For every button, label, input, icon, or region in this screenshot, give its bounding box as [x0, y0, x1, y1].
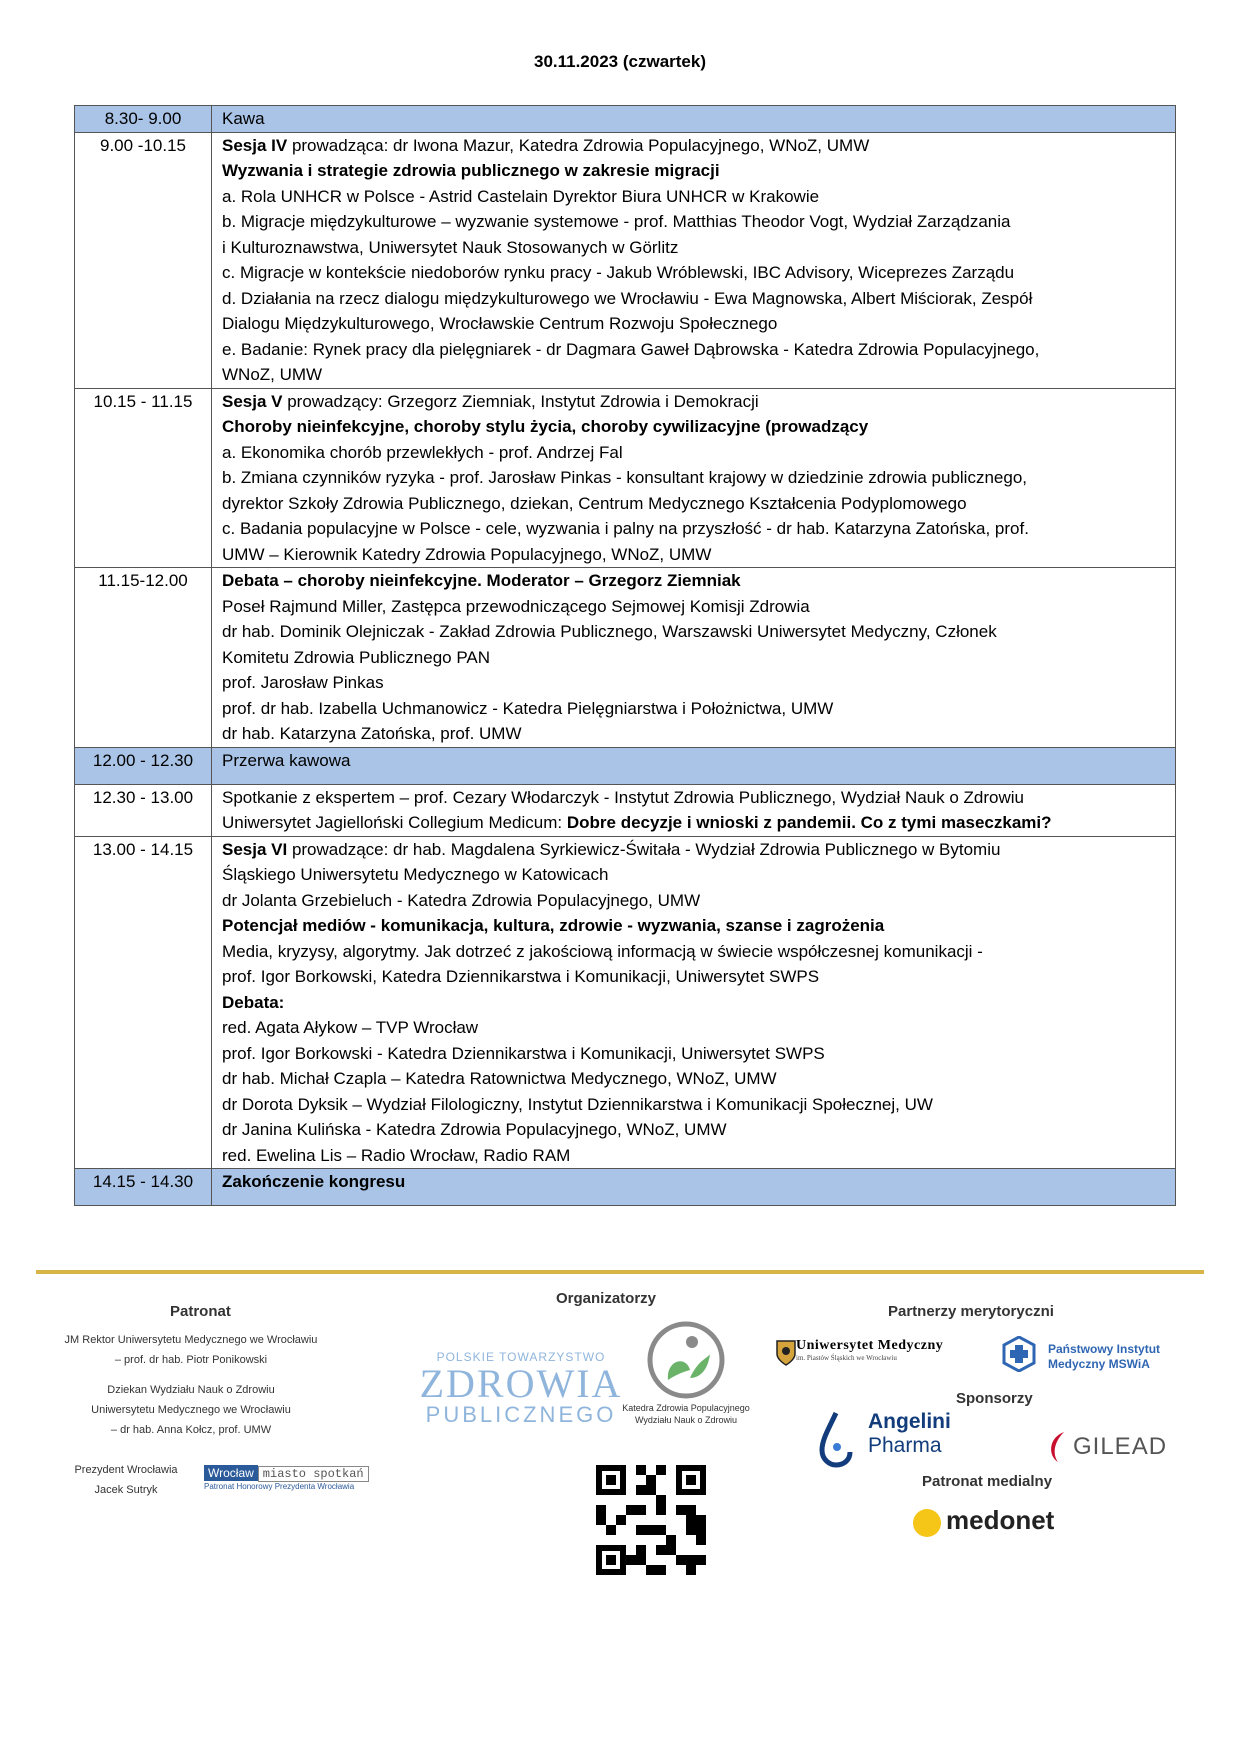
line: red. Ewelina Lis – Radio Wrocław, Radio RAM — [222, 1145, 571, 1165]
line: Śląskiego Uniwersytetu Medycznego w Katowicach — [222, 865, 609, 884]
content-cell — [212, 836, 1176, 1169]
kzp-line: Wydziału Nauk o Zdrowiu — [635, 1415, 737, 1425]
line: WNoZ, UMW — [222, 365, 323, 384]
content-cell — [212, 784, 1176, 836]
qr-code-icon — [596, 1465, 706, 1575]
session-topic: Potencjał mediów - komunikacja, kultura, zdrowie - wyzwania, szanse i zagrożenia — [222, 916, 885, 935]
line: Zakończenie kongresu — [222, 1172, 406, 1191]
organizers-title: Organizatorzy — [556, 1290, 657, 1307]
psi-logo-line: Państwowy Instytut — [1048, 1342, 1161, 1356]
line: dr Dorota Dyksik – Wydział Filologiczny, Instytut Dziennikarstwa i Komunikacji Społecznej, UW — [222, 1094, 933, 1114]
angelini-logo — [868, 1410, 951, 1458]
line: Media, kryzysy, algorytmy. Jak dotrzeć z jakościową informacją w świecie współczesnej komunikacji - — [222, 941, 983, 961]
line: Kawa — [222, 109, 265, 128]
time-cell: 13.00 - 14.15 — [75, 836, 212, 1169]
wroclaw-logo — [204, 1464, 369, 1491]
ptz-logo-line: PUBLICZNEGO — [425, 1402, 617, 1427]
line: Spotkanie z ekspertem – prof. Cezary Włodarczyk - Instytut Zdrowia Publicznego, Wydział Nauk o Zdrowiu — [222, 787, 1024, 807]
sponsors-footer — [36, 1270, 1204, 1600]
line: dyrektor Szkoły Zdrowia Publicznego, dziekan, Centrum Medycznego Kształcenia Podyplomowego — [222, 493, 967, 513]
agenda-row — [75, 132, 1176, 388]
angelini-name: Angelini — [868, 1410, 951, 1433]
agenda-row — [75, 568, 1176, 748]
session-topic: Debata – choroby nieinfekcyjne. Moderator – Grzegorz Ziemniak — [222, 571, 741, 590]
agenda-row — [75, 747, 1176, 784]
angelini-drop-icon — [818, 1410, 854, 1468]
patronat-line: Uniwersytetu Medycznego we Wrocławiu — [91, 1404, 291, 1416]
line: dr hab. Katarzyna Zatońska, prof. UMW — [222, 724, 522, 743]
line — [222, 389, 1169, 415]
line — [222, 837, 1169, 863]
patronat-line: – prof. dr hab. Piotr Ponikowski — [114, 1354, 268, 1366]
agenda-table — [74, 105, 1176, 1206]
content-cell — [212, 1169, 1176, 1206]
expert-topic: Dobre decyzje i wnioski z pandemii. Co z tymi maseczkami? — [566, 813, 1052, 832]
patronat-line: Prezydent Wrocławia — [74, 1464, 178, 1476]
media-patron-title: Patronat medialny — [922, 1473, 1053, 1490]
angelini-pharma: Pharma — [868, 1434, 942, 1457]
agenda-row — [75, 388, 1176, 568]
line-text: Uniwersytet Jagielloński Collegium Medicum: — [222, 813, 567, 832]
sponsors-title: Sponsorzy — [956, 1390, 1033, 1407]
leaf-logo-icon — [646, 1320, 726, 1400]
patronat-line: Jacek Sutryk — [94, 1484, 158, 1496]
line: UMW – Kierownik Katedry Zdrowia Populacyjnego, WNoZ, UMW — [222, 544, 712, 564]
time-cell: 14.15 - 14.30 — [75, 1169, 212, 1206]
psi-logo — [1048, 1342, 1160, 1372]
psi-logo-line: Medyczny MSWiA — [1048, 1357, 1150, 1371]
agenda-row — [75, 784, 1176, 836]
line-text: prowadząca: dr Iwona Mazur, Katedra Zdrowia Populacyjnego, WNoZ, UMW — [287, 135, 870, 155]
medical-cross-icon — [1001, 1336, 1037, 1372]
ptz-logo-line: POLSKIE TOWARZYSTWO — [436, 1350, 606, 1364]
patronat-line: Dziekan Wydziału Nauk o Zdrowiu — [107, 1384, 275, 1396]
ptz-logo-line: ZDROWIA — [419, 1361, 623, 1406]
session-label: Sesja V — [222, 391, 283, 411]
content-cell — [212, 106, 1176, 133]
divider — [36, 1270, 1204, 1274]
agenda-row — [75, 836, 1176, 1169]
umw-logo-name: Uniwersytet Medyczny — [796, 1338, 944, 1353]
session-topic: Wyzwania i strategie zdrowia publicznego w zakresie migracji — [222, 161, 720, 180]
line: a. Ekonomika chorób przewlekłych - prof. Andrzej Fal — [222, 442, 623, 462]
session-topic: Choroby nieinfekcyjne, choroby stylu życia, choroby cywilizacyjne (prowadzący — [222, 417, 869, 436]
content-cell — [212, 388, 1176, 568]
line: dr hab. Michał Czapla – Katedra Ratownictwa Medycznego, WNoZ, UMW — [222, 1069, 777, 1088]
content-cell — [212, 747, 1176, 784]
line: Dialogu Międzykulturowego, Wrocławskie Centrum Rozwoju Społecznego — [222, 314, 778, 333]
line: dr Janina Kulińska - Katedra Zdrowia Populacyjnego, WNoZ, UMW — [222, 1120, 727, 1139]
wroclaw-logo-word: Wrocław — [204, 1465, 258, 1481]
line: d. Działania na rzecz dialogu międzykulturowego we Wrocławiu - Ewa Magnowska, Albert Miściorak, Zespół — [222, 288, 1033, 308]
line: dr hab. Dominik Olejniczak - Zakład Zdrowia Publicznego, Warszawski Uniwersytet Medyczny, Członek — [222, 622, 997, 641]
time-cell: 10.15 - 11.15 — [75, 388, 212, 568]
content-cell — [212, 132, 1176, 388]
time-cell: 8.30- 9.00 — [75, 106, 212, 133]
time-cell: 11.15-12.00 — [75, 568, 212, 748]
time-cell: 12.30 - 13.00 — [75, 784, 212, 836]
page-date: 30.11.2023 (czwartek) — [533, 52, 706, 71]
line — [222, 133, 1169, 159]
line-text: prowadzący: Grzegorz Ziemniak, Instytut Zdrowia i Demokracji — [282, 391, 759, 411]
line: b. Zmiana czynników ryzyka - prof. Jarosław Pinkas - konsultant krajowy w dziedzinie zdrowia publicznego, — [222, 468, 1028, 487]
agenda-row — [75, 1169, 1176, 1206]
line: c. Migracje w kontekście niedoborów rynku pracy - Jakub Wróblewski, IBC Advisory, Wiceprezes Zarządu — [222, 263, 1015, 282]
crest-icon — [776, 1340, 796, 1366]
patronat-text — [56, 1330, 326, 1440]
patronat-line: JM Rektor Uniwersytetu Medycznego we Wrocławiu — [64, 1334, 318, 1346]
session-label: Sesja IV — [222, 135, 288, 155]
session-label: Sesja VI — [222, 839, 288, 859]
time-cell: 12.00 - 12.30 — [75, 747, 212, 784]
line: Poseł Rajmund Miller, Zastępca przewodniczącego Sejmowej Komisji Zdrowia — [222, 596, 810, 616]
wroclaw-logo-slogan: miasto spotkań — [258, 1466, 369, 1482]
kzp-caption — [601, 1402, 771, 1426]
line: prof. Jarosław Pinkas — [222, 673, 384, 692]
line: a. Rola UNHCR w Polsce - Astrid Castelain Dyrektor Biura UNHCR w Krakowie — [222, 186, 820, 206]
line: Przerwa kawowa — [222, 750, 351, 770]
umw-logo-subtitle: im. Piastów Śląskich we Wrocławiu — [796, 1354, 897, 1362]
umw-logo — [796, 1338, 943, 1362]
line: red. Agata Ałykow – TVP Wrocław — [222, 1018, 479, 1037]
content-cell — [212, 568, 1176, 748]
time-cell: 9.00 -10.15 — [75, 132, 212, 388]
wroclaw-logo-caption: Patronat Honorowy Prezydenta Wrocławia — [204, 1482, 355, 1491]
line: c. Badania populacyjne w Polsce - cele, wyzwania i palny na przyszłość - dr hab. Katarzyna Zatońska, prof. — [222, 519, 1029, 538]
mayor-text — [56, 1460, 196, 1500]
line: e. Badanie: Rynek pracy dla pielęgniarek - dr Dagmara Gaweł Dąbrowska - Katedra Zdrowia Populacyjnego, — [222, 339, 1040, 359]
medonet-logo: medonet — [946, 1505, 1055, 1535]
gilead-logo: GILEAD — [1073, 1433, 1168, 1460]
debate-label: Debata: — [222, 992, 285, 1012]
line: prof. Igor Borkowski - Katedra Dziennikarstwa i Komunikacji, Uniwersytet SWPS — [222, 1043, 825, 1063]
line — [222, 810, 1169, 836]
line: dr Jolanta Grzebieluch - Katedra Zdrowia Populacyjnego, UMW — [222, 890, 701, 910]
line: b. Migracje międzykulturowe – wyzwanie systemowe - prof. Matthias Theodor Vogt, Wydział Zarządzania — [222, 212, 1011, 231]
line-text: prowadzące: dr hab. Magdalena Syrkiewicz-Świtała - Wydział Zdrowia Publicznego w Bytomiu — [287, 839, 1001, 859]
line: prof. Igor Borkowski, Katedra Dziennikarstwa i Komunikacji, Uniwersytet SWPS — [222, 967, 820, 986]
line: Komitetu Zdrowia Publicznego PAN — [222, 647, 491, 667]
kzp-line: Katedra Zdrowia Populacyjnego — [622, 1403, 750, 1413]
line: i Kulturoznawstwa, Uniwersytet Nauk Stosowanych w Görlitz — [222, 237, 679, 257]
patronat-title: Patronat — [170, 1303, 231, 1320]
line: prof. dr hab. Izabella Uchmanowicz - Katedra Pielęgniarstwa i Położnictwa, UMW — [222, 698, 834, 718]
medonet-dot-icon — [912, 1508, 942, 1538]
partners-title: Partnerzy merytoryczni — [888, 1303, 1054, 1320]
agenda-row — [75, 106, 1176, 133]
patronat-line: – dr hab. Anna Kołcz, prof. UMW — [110, 1424, 272, 1436]
gilead-symbol-icon — [1044, 1430, 1070, 1464]
